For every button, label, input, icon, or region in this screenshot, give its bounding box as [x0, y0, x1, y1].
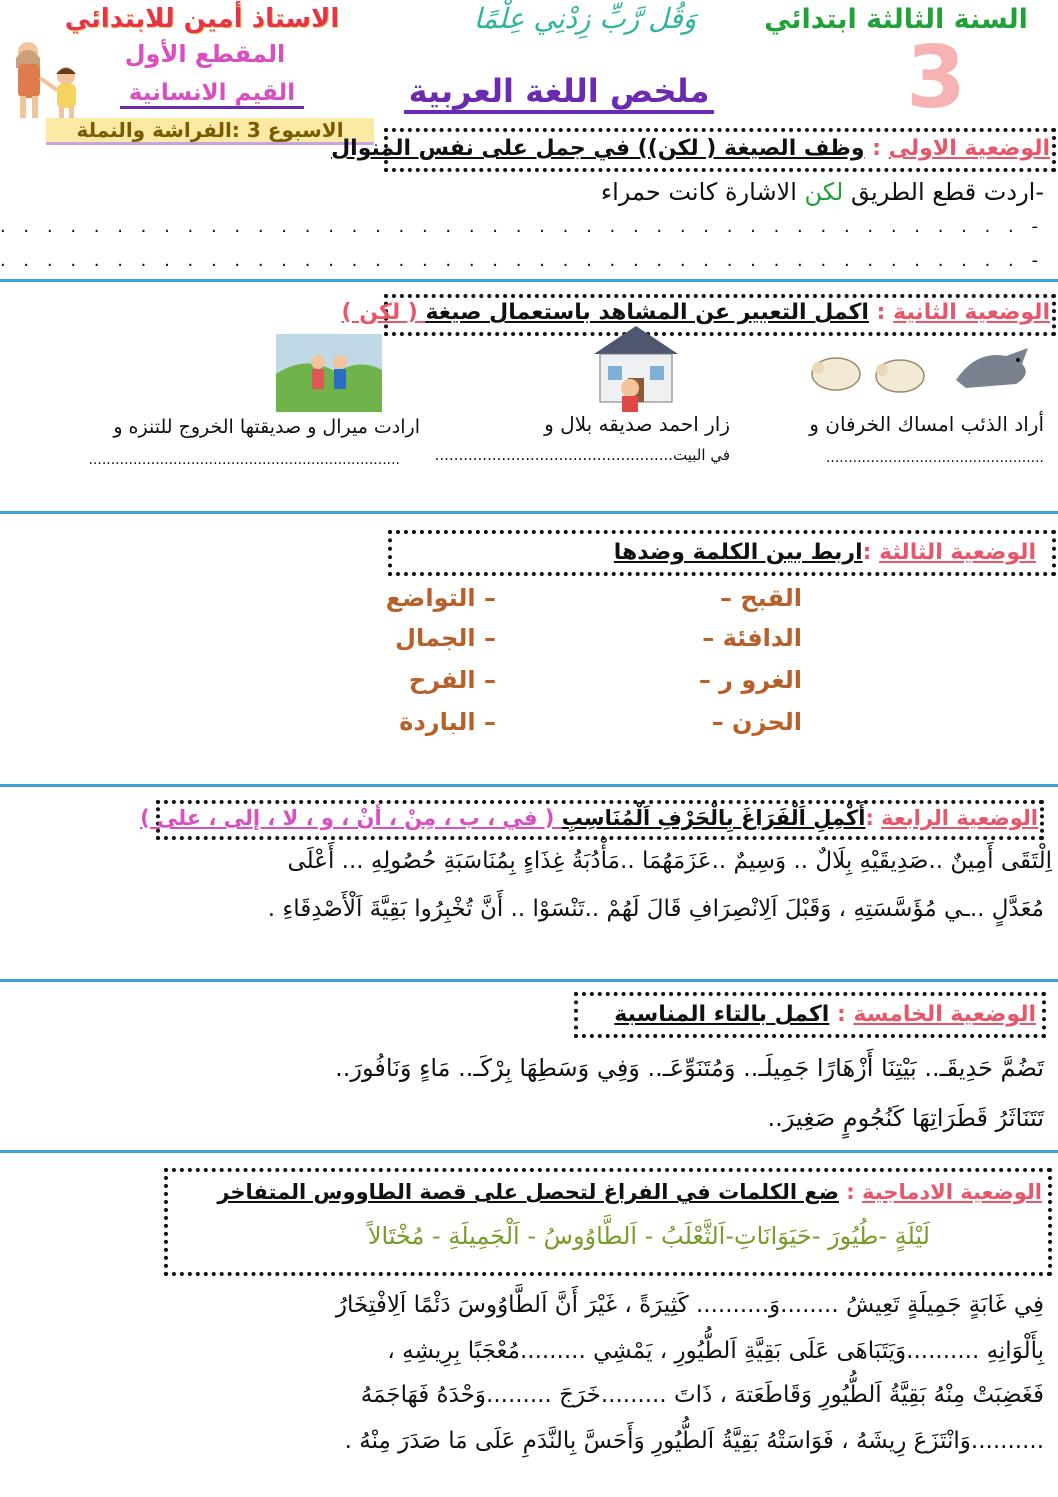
s5-label: الوضعية الخامسة	[853, 1002, 1036, 1027]
s3-instruction	[614, 540, 1036, 565]
s4-instruction	[140, 806, 1038, 830]
values-title: القيم الانسانية	[120, 80, 304, 109]
s1-blank-1[interactable]: - . . . . . . . . . . . . . . . . . . . . . . . . . . . . . . . . . . . . . . . . . . . .	[0, 216, 1044, 237]
s2-item-2-text: زار احمد صديقه بلال و	[544, 412, 730, 436]
grade-label: السنة الثالثة ابتدائي	[764, 4, 1028, 35]
s1-example-after: الاشارة كانت حمراء	[600, 178, 805, 206]
s2-item-3-text: ارادت ميرال و صديقتها الخروج للتنزه و	[113, 416, 420, 438]
separator-2	[0, 511, 1058, 514]
s3-opposite-3: – الفرح	[408, 666, 496, 694]
s2-item-3-blank[interactable]: ......................................................................	[88, 452, 400, 468]
s4-line-2: مُعَدَّلٍ ..ـي مُؤَسَّسَتِهِ ، وَقَبْلَ اَلِانْصِرَافِ قَالَ لَهُمْ ..تَنْسَوْا .. أَنَّ تُخْبِرُوا بَقِيَّةَ اَلْأَصْدِقَاءِ .	[267, 896, 1044, 922]
s3-opposite-2: – الجمال	[395, 624, 496, 652]
s1-example-before: -اردت قطع الطريق	[843, 178, 1044, 206]
s6-label: الوضعية الادماجية	[862, 1180, 1042, 1204]
s1-example-keyword: لكن	[804, 178, 844, 206]
s4-label: الوضعية الرابعة	[881, 806, 1038, 830]
s2-sep: :	[868, 300, 894, 325]
s5-line-2: تَتَنَاثَرُ قَطَرَاتِهَا كَنُجُومٍ صَغِيرَ..	[767, 1104, 1044, 1132]
s4-text: أَكْمِلِ اَلْفَرَاغَ بِالْحَرْفِ اَلْمُنَاسِبِ	[561, 806, 866, 830]
s1-text: وظف الصيغة ( لكن)) في جمل على نفس المنوال	[331, 136, 865, 161]
s5-sep: :	[829, 1002, 854, 1027]
s2-item-2-blank[interactable]: في البيت..................................................	[434, 446, 730, 464]
s1-example	[601, 178, 1044, 206]
separator-3	[0, 784, 1058, 787]
s4-letters: ( في ، ب ، مِنْ ، أنْ ، و ، لا ، إلى ، على )	[140, 806, 562, 830]
teacher-name: الاستاذ أمين للابتدائي	[64, 4, 340, 34]
s5-instruction	[614, 1002, 1036, 1027]
segment-title: المقطع الأول	[124, 40, 286, 68]
document-title: ملخص اللغة العربية	[404, 72, 714, 114]
s6-text: ضع الكلمات في الفراغ لتحصل على قصة الطاووس المتفاخر	[217, 1180, 839, 1204]
s2-instruction	[342, 300, 1050, 325]
s1-sep: :	[864, 136, 889, 161]
separator-5	[0, 1150, 1058, 1153]
scene-house-image	[590, 322, 682, 418]
s6-story-line-3: فَغَضِبَتْ مِنْهُ بَقِيَّةُ اَلطُّيُورِ وَقَاطَعَتهَ ، ذَاتَ .........خَرَجَ .........وَحْدَهُ فَهَاجَمَهُ	[360, 1382, 1044, 1408]
s2-item-2	[434, 412, 730, 464]
s3-opposite-4: – الباردة	[399, 708, 496, 736]
s2-label: الوضعية الثانية	[893, 300, 1050, 325]
s2-item-1-text: أراد الذئب امساك الخرفان و	[809, 412, 1044, 436]
s6-sep: :	[839, 1180, 863, 1204]
grade-number: 3	[906, 28, 966, 128]
s3-opposite-1: – التواضع	[385, 584, 496, 612]
s6-story-line-1: فِي غَابَةٍ جَمِيلَةٍ تَعِيشُ ........وَ.......... كَثِيرَةً ، غَيْرَ أَنَّ اَلطَّاوُوسَ دَئْمًا اَلِافْتِخَارُ	[335, 1292, 1044, 1318]
s6-word-bank: لَيْلَةٍ -طُيُورَ -حَيَوَانَاتِ-اَلثَّعْلَبُ - اَلطَّاوُوسُ - اَلْجَمِيلَةِ - مُخْتَالاً	[367, 1222, 930, 1250]
scene-girls-image	[276, 334, 382, 412]
week-label: الاسبوع 3 :الفراشة والنملة	[46, 118, 374, 145]
s3-sep: :	[862, 540, 880, 565]
s3-word-2: الدافئة –	[702, 624, 802, 652]
header-illustration	[6, 38, 88, 124]
quran-verse: وَقُل رَّبِّ زِدْنِي عِلْمًا	[473, 2, 697, 35]
s2-text: اكمل التعبير عن المشاهد باستعمال صيغة	[425, 300, 869, 325]
s2-item-1	[760, 412, 1044, 466]
s4-sep: :	[865, 806, 882, 830]
s1-blank-2[interactable]: - . . . . . . . . . . . . . . . . . . . . . . . . . . . . . . . . . . . . . . . . . . . .	[0, 250, 1044, 271]
s6-story-line-2: بِأَلْوَانِهِ ..........وَيَتَبَاهَى عَلَى بَقِيَّةِ اَلطُّيُورِ ، يَمْشِي .........مُعْجَبًا بِرِيشِهِ ،	[387, 1338, 1044, 1364]
s6-story-line-4: ..........وَانْتَزَعَ رِيشَهُ ، فَوَاسَتْهُ بَقِيَّةُ اَلطُّيُورِ وَأَحَسَّ بِالنَّدَمِ عَلَى مَا صَدَرَ مِنْهُ .	[344, 1428, 1044, 1454]
s2-item-3	[88, 416, 420, 468]
s3-label: الوضعية الثالثة	[879, 540, 1036, 565]
s3-word-1: القبح –	[720, 584, 802, 612]
separator-1	[0, 279, 1058, 282]
s2-keyword: ( لكن )	[341, 300, 426, 325]
s3-text: اربط بين الكلمة وضدها	[613, 540, 863, 565]
s1-instruction	[331, 136, 1050, 161]
separator-4	[0, 979, 1058, 982]
s3-word-3: الغرو ر –	[698, 666, 802, 694]
s6-instruction	[217, 1180, 1042, 1204]
s4-line-1: اِلْتَقَى أَمِينٌ ..صَدِيقَيْهِ بِلَالٌ .. وَسِيمٌ ..عَزَمَهُمَا ..مَأْدُبَةُ غِذَاءٍ بِمُنَاسَبَةِ حُصُولِهِ ... أَعْلَى	[287, 848, 1052, 874]
s1-label: الوضعية الاولى	[888, 136, 1050, 161]
s3-word-4: الحزن –	[711, 708, 802, 736]
s5-text: اكمل بالتاء المناسبة	[614, 1002, 830, 1027]
s2-item-1-blank[interactable]: .................................................	[825, 450, 1044, 466]
s5-line-1: تَضُمَّ حَدِيقَـ.. بَيْتِنَا أَزْهَارًا جَمِيلَـ.. وَمُتَنَوِّعَـ.. وَفِي وَسَطِهَا بِرْكَـ.. مَاءٍ وَنَافُورَ..	[335, 1054, 1044, 1082]
scene-wolf-sheep-image	[806, 340, 1036, 402]
